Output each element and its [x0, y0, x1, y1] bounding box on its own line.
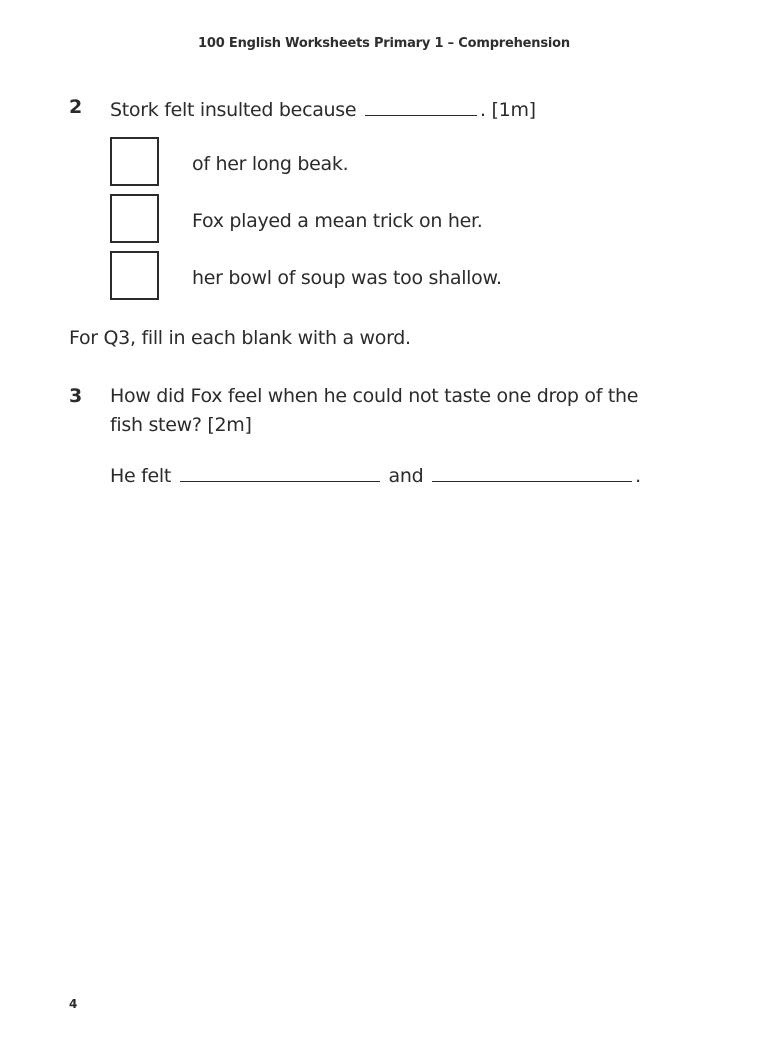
question-prompt-text: Stork felt insulted because — [110, 99, 357, 121]
answer-blank-1[interactable] — [180, 462, 380, 482]
option-label-1: of her long beak. — [192, 153, 349, 175]
question-number: 2 — [69, 96, 83, 118]
marks-label: [1m] — [491, 99, 536, 121]
option-checkbox-1[interactable] — [110, 137, 159, 186]
question-number: 3 — [69, 385, 83, 407]
option-checkbox-2[interactable] — [110, 194, 159, 243]
option-label-3: her bowl of soup was too shallow. — [192, 267, 502, 289]
page-number: 4 — [69, 997, 78, 1011]
blank-period: . — [480, 99, 486, 121]
option-checkbox-3[interactable] — [110, 251, 159, 300]
answer-blank[interactable] — [365, 96, 477, 116]
option-label-2: Fox played a mean trick on her. — [192, 210, 483, 232]
answer-prefix: He felt — [110, 465, 172, 487]
running-header: 100 English Worksheets Primary 1 – Comprehension — [198, 36, 570, 51]
question-prompt-line-2: fish stew? [2m] — [110, 414, 252, 436]
section-instruction: For Q3, fill in each blank with a word. — [69, 327, 411, 349]
answer-blank-2[interactable] — [432, 462, 632, 482]
answer-suffix: . — [635, 465, 641, 487]
answer-line — [110, 462, 641, 487]
question-prompt-line-1: How did Fox feel when he could not taste one drop of the — [110, 385, 639, 407]
answer-connector: and — [388, 465, 424, 487]
question-prompt — [110, 96, 536, 121]
